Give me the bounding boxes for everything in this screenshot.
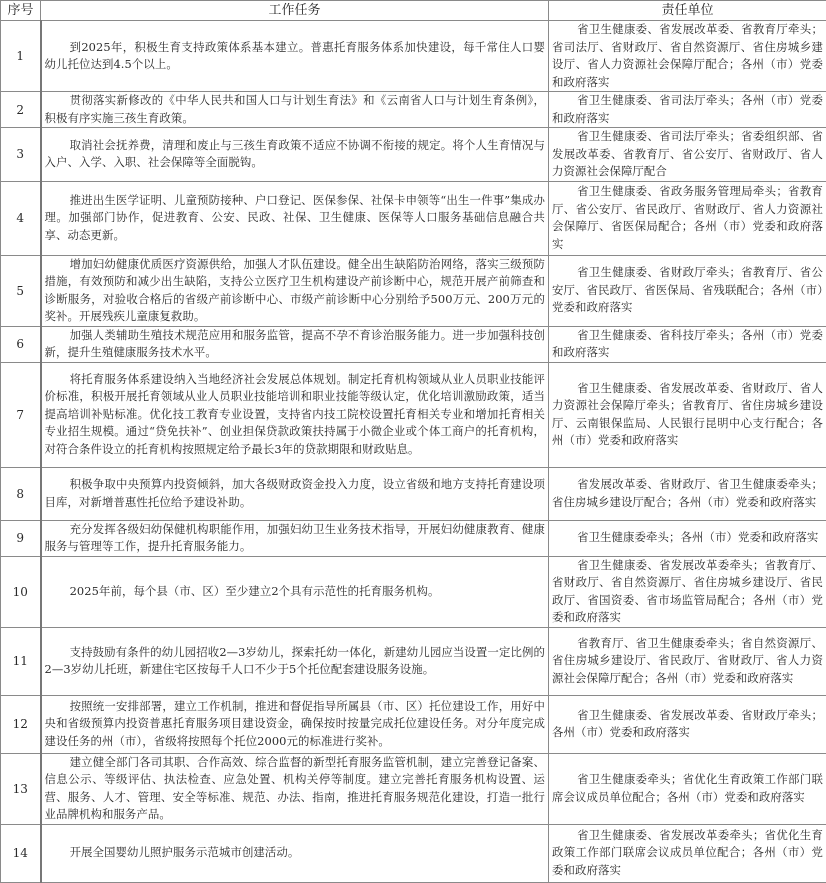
row-number: 10 — [1, 556, 41, 627]
unit-cell — [549, 556, 826, 627]
task-text: 2025年前，每个县（市、区）至少建立2个具有示范性的托育服务机构。 — [45, 583, 546, 601]
unit-cell — [549, 128, 826, 182]
unit-cell — [549, 753, 826, 824]
unit-cell — [549, 695, 826, 753]
unit-text: 省卫生健康委、省司法厅牵头；省委组织部、省发展改革委、省教育厅、省公安厅、省财政厅、省人力资源社会保障厅配合 — [552, 128, 823, 181]
row-number: 6 — [1, 326, 41, 362]
unit-cell — [549, 467, 826, 520]
unit-text: 省卫生健康委牵头；省优化生育政策工作部门联席会议成员单位配合；各州（市）党委和政府落实 — [552, 771, 823, 806]
unit-text: 省发展改革委、省财政厅、省卫生健康委牵头；省住房城乡建设厅配合；各州（市）党委和政府落实 — [552, 476, 823, 511]
task-cell — [41, 753, 549, 824]
task-cell — [41, 695, 549, 753]
row-number: 4 — [1, 181, 41, 255]
task-text: 贯彻落实新修改的《中华人民共和国人口与计划生育法》和《云南省人口与计划生育条例》，积极有序实施三孩生育政策。 — [45, 92, 546, 127]
unit-text: 省卫生健康委、省发展改革委、省教育厅牵头；省司法厅、省财政厅、省自然资源厅、省住房城乡建设厅、省人力资源社会保障厅配合；各州（市）党委和政府落实 — [552, 21, 823, 91]
task-text: 充分发挥各级妇幼保健机构职能作用，加强妇幼卫生业务技术指导，开展妇幼健康教育、健康服务与管理等工作，提升托育服务能力。 — [45, 521, 546, 556]
task-text: 按照统一安排部署，建立工作机制，推进和督促指导所属县（市、区）托位建设工作，用好中央和省级预算内投资普惠托育服务项目建设资金，确保按时按量完成托位建设任务。对分年度完成建设任务的州（市），省级将按照每个托位2000元的标准进行奖补。 — [45, 698, 546, 751]
task-cell — [41, 556, 549, 627]
task-text: 积极争取中央预算内投资倾斜，加大各级财政资金投入力度，设立省级和地方支持托育建设项目库，对新增普惠性托位给予建设补助。 — [45, 476, 546, 511]
row-number: 3 — [1, 128, 41, 182]
unit-text: 省卫生健康委、省发展改革委牵头；省教育厅、省财政厅、省自然资源厅、省住房城乡建设厅、省民政厅、省国资委、省市场监管局配合；各州（市）党委和政府落实 — [552, 557, 823, 627]
row-number: 12 — [1, 695, 41, 753]
unit-text: 省卫生健康委、省科技厅牵头；各州（市）党委和政府落实 — [552, 327, 823, 362]
table-row — [1, 181, 826, 255]
table-row — [1, 520, 826, 556]
unit-cell — [549, 627, 826, 695]
table-row — [1, 627, 826, 695]
row-number: 11 — [1, 627, 41, 695]
row-number: 1 — [1, 21, 41, 92]
unit-cell — [549, 181, 826, 255]
task-text: 增加妇幼健康优质医疗资源供给，加强人才队伍建设。健全出生缺陷防治网络，落实三级预防措施，有效预防和减少出生缺陷，支持公立医疗卫生机构建设产前诊断中心，规范开展产前筛查和诊断服务，对验收合格后的省级产前诊断中心、市级产前诊断中心分别给予500万元、200万元的奖补。开展残疾儿童康复救助。 — [45, 256, 546, 326]
task-cell — [41, 362, 549, 467]
task-text: 加强人类辅助生殖技术规范应用和服务监管，提高不孕不育诊治服务能力。进一步加强科技创新，提升生殖健康服务技术水平。 — [45, 327, 546, 362]
row-number: 5 — [1, 255, 41, 326]
unit-text: 省卫生健康委牵头；各州（市）党委和政府落实 — [552, 529, 823, 547]
unit-cell — [549, 92, 826, 128]
task-text: 开展全国婴幼儿照护服务示范城市创建活动。 — [45, 844, 546, 862]
task-text: 推进出生医学证明、儿童预防接种、户口登记、医保参保、社保卡申领等“出生一件事”集成办理。加强部门协作，促进教育、公安、民政、社保、卫生健康、医保等人口服务基础信息融合共享、动态更新。 — [45, 192, 546, 245]
task-cell — [41, 181, 549, 255]
table-row — [1, 21, 826, 92]
table-row — [1, 824, 826, 882]
unit-cell — [549, 255, 826, 326]
unit-cell — [549, 520, 826, 556]
table-row — [1, 92, 826, 128]
row-number: 9 — [1, 520, 41, 556]
unit-text: 省卫生健康委、省政务服务管理局牵头；省教育厅、省公安厅、省民政厅、省财政厅、省人力资源社会保障厅、省医保局配合；各州（市）党委和政府落实 — [552, 183, 823, 253]
table-row — [1, 128, 826, 182]
task-cell — [41, 467, 549, 520]
task-text: 取消社会抚养费，清理和废止与三孩生育政策不适应不协调不衔接的规定。将个人生育情况与入户、入学、入职、社会保障等全面脱钩。 — [45, 137, 546, 172]
task-text: 将托育服务体系建设纳入当地经济社会发展总体规划。制定托育机构领域从业人员职业技能评价标准，积极开展托育领域从业人员职业技能培训和职业技能等级认定，优化培训激励政策，适当提高培训补贴标准。优化技工教育专业设置，支持省内技工院校设置托育相关专业和增加托育相关专业招生规模。通过“贷免扶补”、创业担保贷款政策扶持属于小微企业或个体工商户的托育机构，对符合条件设立的托育机构按照规定给予最长3年的贷款期限和财政贴息。 — [45, 371, 546, 459]
unit-text: 省卫生健康委、省财政厅牵头；省教育厅、省公安厅、省民政厅、省医保局、省残联配合；各州（市）党委和政府落实 — [552, 264, 823, 317]
table-row — [1, 362, 826, 467]
row-number: 14 — [1, 824, 41, 882]
row-number: 2 — [1, 92, 41, 128]
unit-text: 省卫生健康委、省发展改革委、省财政厅、省人力资源社会保障厅牵头；省教育厅、省住房城乡建设厅、云南银保监局、人民银行昆明中心支行配合；各州（市）党委和政府落实 — [552, 380, 823, 450]
header-serial-number: 序号 — [1, 1, 41, 21]
task-cell — [41, 128, 549, 182]
task-cell — [41, 326, 549, 362]
header-work-task: 工作任务 — [41, 1, 549, 21]
task-text: 支持鼓励有条件的幼儿园招收2—3岁幼儿，探索托幼一体化，新建幼儿园应当设置一定比例的2—3岁幼儿托班，新建住宅区按每千人口不少于5个托位配套建设服务设施。 — [45, 644, 546, 679]
task-cell — [41, 627, 549, 695]
task-cell — [41, 824, 549, 882]
task-text: 到2025年，积极生育支持政策体系基本建立。普惠托育服务体系加快建设，每千常住人口婴幼儿托位达到4.5个以上。 — [45, 39, 546, 74]
row-number: 13 — [1, 753, 41, 824]
task-cell — [41, 255, 549, 326]
unit-text: 省教育厅、省卫生健康委牵头；省自然资源厅、省住房城乡建设厅、省民政厅、省财政厅、省人力资源社会保障厅配合；各州（市）党委和政府落实 — [552, 635, 823, 688]
table-header-row — [1, 1, 826, 21]
header-responsible-unit: 责任单位 — [549, 1, 826, 21]
table-row — [1, 255, 826, 326]
unit-cell — [549, 326, 826, 362]
table-row — [1, 326, 826, 362]
unit-cell — [549, 824, 826, 882]
table-row — [1, 467, 826, 520]
table-row — [1, 753, 826, 824]
row-number: 8 — [1, 467, 41, 520]
row-number: 7 — [1, 362, 41, 467]
task-cell — [41, 92, 549, 128]
unit-text: 省卫生健康委、省发展改革委、省财政厅牵头；各州（市）党委和政府落实 — [552, 707, 823, 742]
unit-cell — [549, 21, 826, 92]
unit-text: 省卫生健康委、省司法厅牵头；各州（市）党委和政府落实 — [552, 92, 823, 127]
unit-cell — [549, 362, 826, 467]
task-cell — [41, 520, 549, 556]
unit-text: 省卫生健康委、省发展改革委牵头；省优化生育政策工作部门联席会议成员单位配合；各州（市）党委和政府落实 — [552, 827, 823, 880]
table-row — [1, 556, 826, 627]
task-cell — [41, 21, 549, 92]
task-text: 建立健全部门各司其职、合作高效、综合监督的新型托育服务监管机制，建立完善登记备案、信息公示、等级评估、执法检查、应急处置、机构关停等制度。建立完善托育服务机构设置、运营、服务、人才、管理、安全等标准、规范、办法、指南，推进托育服务规范化建设，打造一批行业品牌机构和服务产品。 — [45, 754, 546, 824]
table-row — [1, 695, 826, 753]
